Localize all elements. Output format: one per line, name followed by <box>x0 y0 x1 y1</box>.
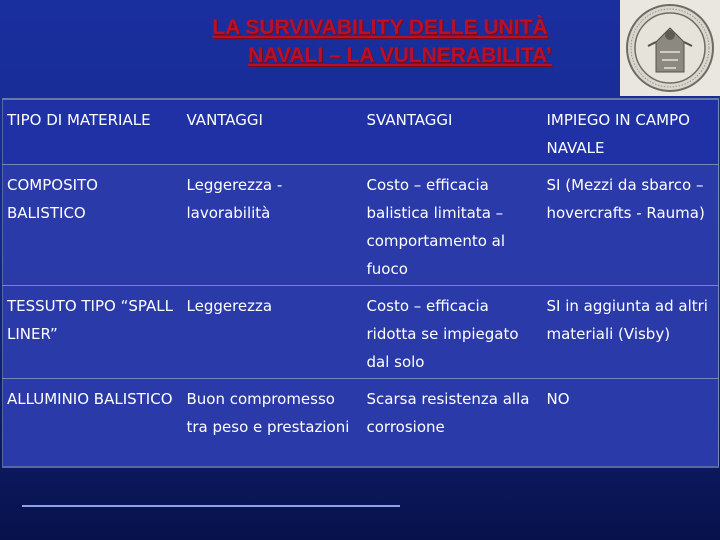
table-cell: Costo – efficacia balistica limitata – comportamento al fuoco <box>363 165 543 286</box>
table-header-cell: IMPIEGO IN CAMPO NAVALE <box>543 99 719 165</box>
table-cell: COMPOSITO BALISTICO <box>3 165 183 286</box>
table-header-cell: SVANTAGGI <box>363 99 543 165</box>
slide-title-line2: NAVALI – LA VULNERABILITA’ <box>248 44 552 67</box>
materials-table <box>2 98 719 468</box>
table-cell: Costo – efficacia ridotta se impiegato dal solo <box>363 286 543 379</box>
table-cell: NO <box>543 379 719 467</box>
university-seal-icon <box>620 0 720 96</box>
table-cell: TESSUTO TIPO “SPALL LINER” <box>3 286 183 379</box>
footer-divider <box>22 505 400 507</box>
table-row <box>3 286 719 379</box>
table-cell: ALLUMINIO BALISTICO <box>3 379 183 467</box>
slide-title <box>150 14 610 70</box>
table-cell: Leggerezza <box>183 286 363 379</box>
table-row <box>3 165 719 286</box>
table-header-cell: TIPO DI MATERIALE <box>3 99 183 165</box>
table-header-row <box>3 99 719 165</box>
table-row <box>3 379 719 467</box>
table-cell: Leggerezza - lavorabilità <box>183 165 363 286</box>
table-cell: Scarsa resistenza alla corrosione <box>363 379 543 467</box>
slide-title-line1: LA SURVIVABILITY DELLE UNITÀ <box>212 16 548 39</box>
table-cell: SI in aggiunta ad altri materiali (Visby) <box>543 286 719 379</box>
table-header-cell: VANTAGGI <box>183 99 363 165</box>
table-cell: SI (Mezzi da sbarco – hovercrafts - Rauma) <box>543 165 719 286</box>
table-cell: Buon compromesso tra peso e prestazioni <box>183 379 363 467</box>
